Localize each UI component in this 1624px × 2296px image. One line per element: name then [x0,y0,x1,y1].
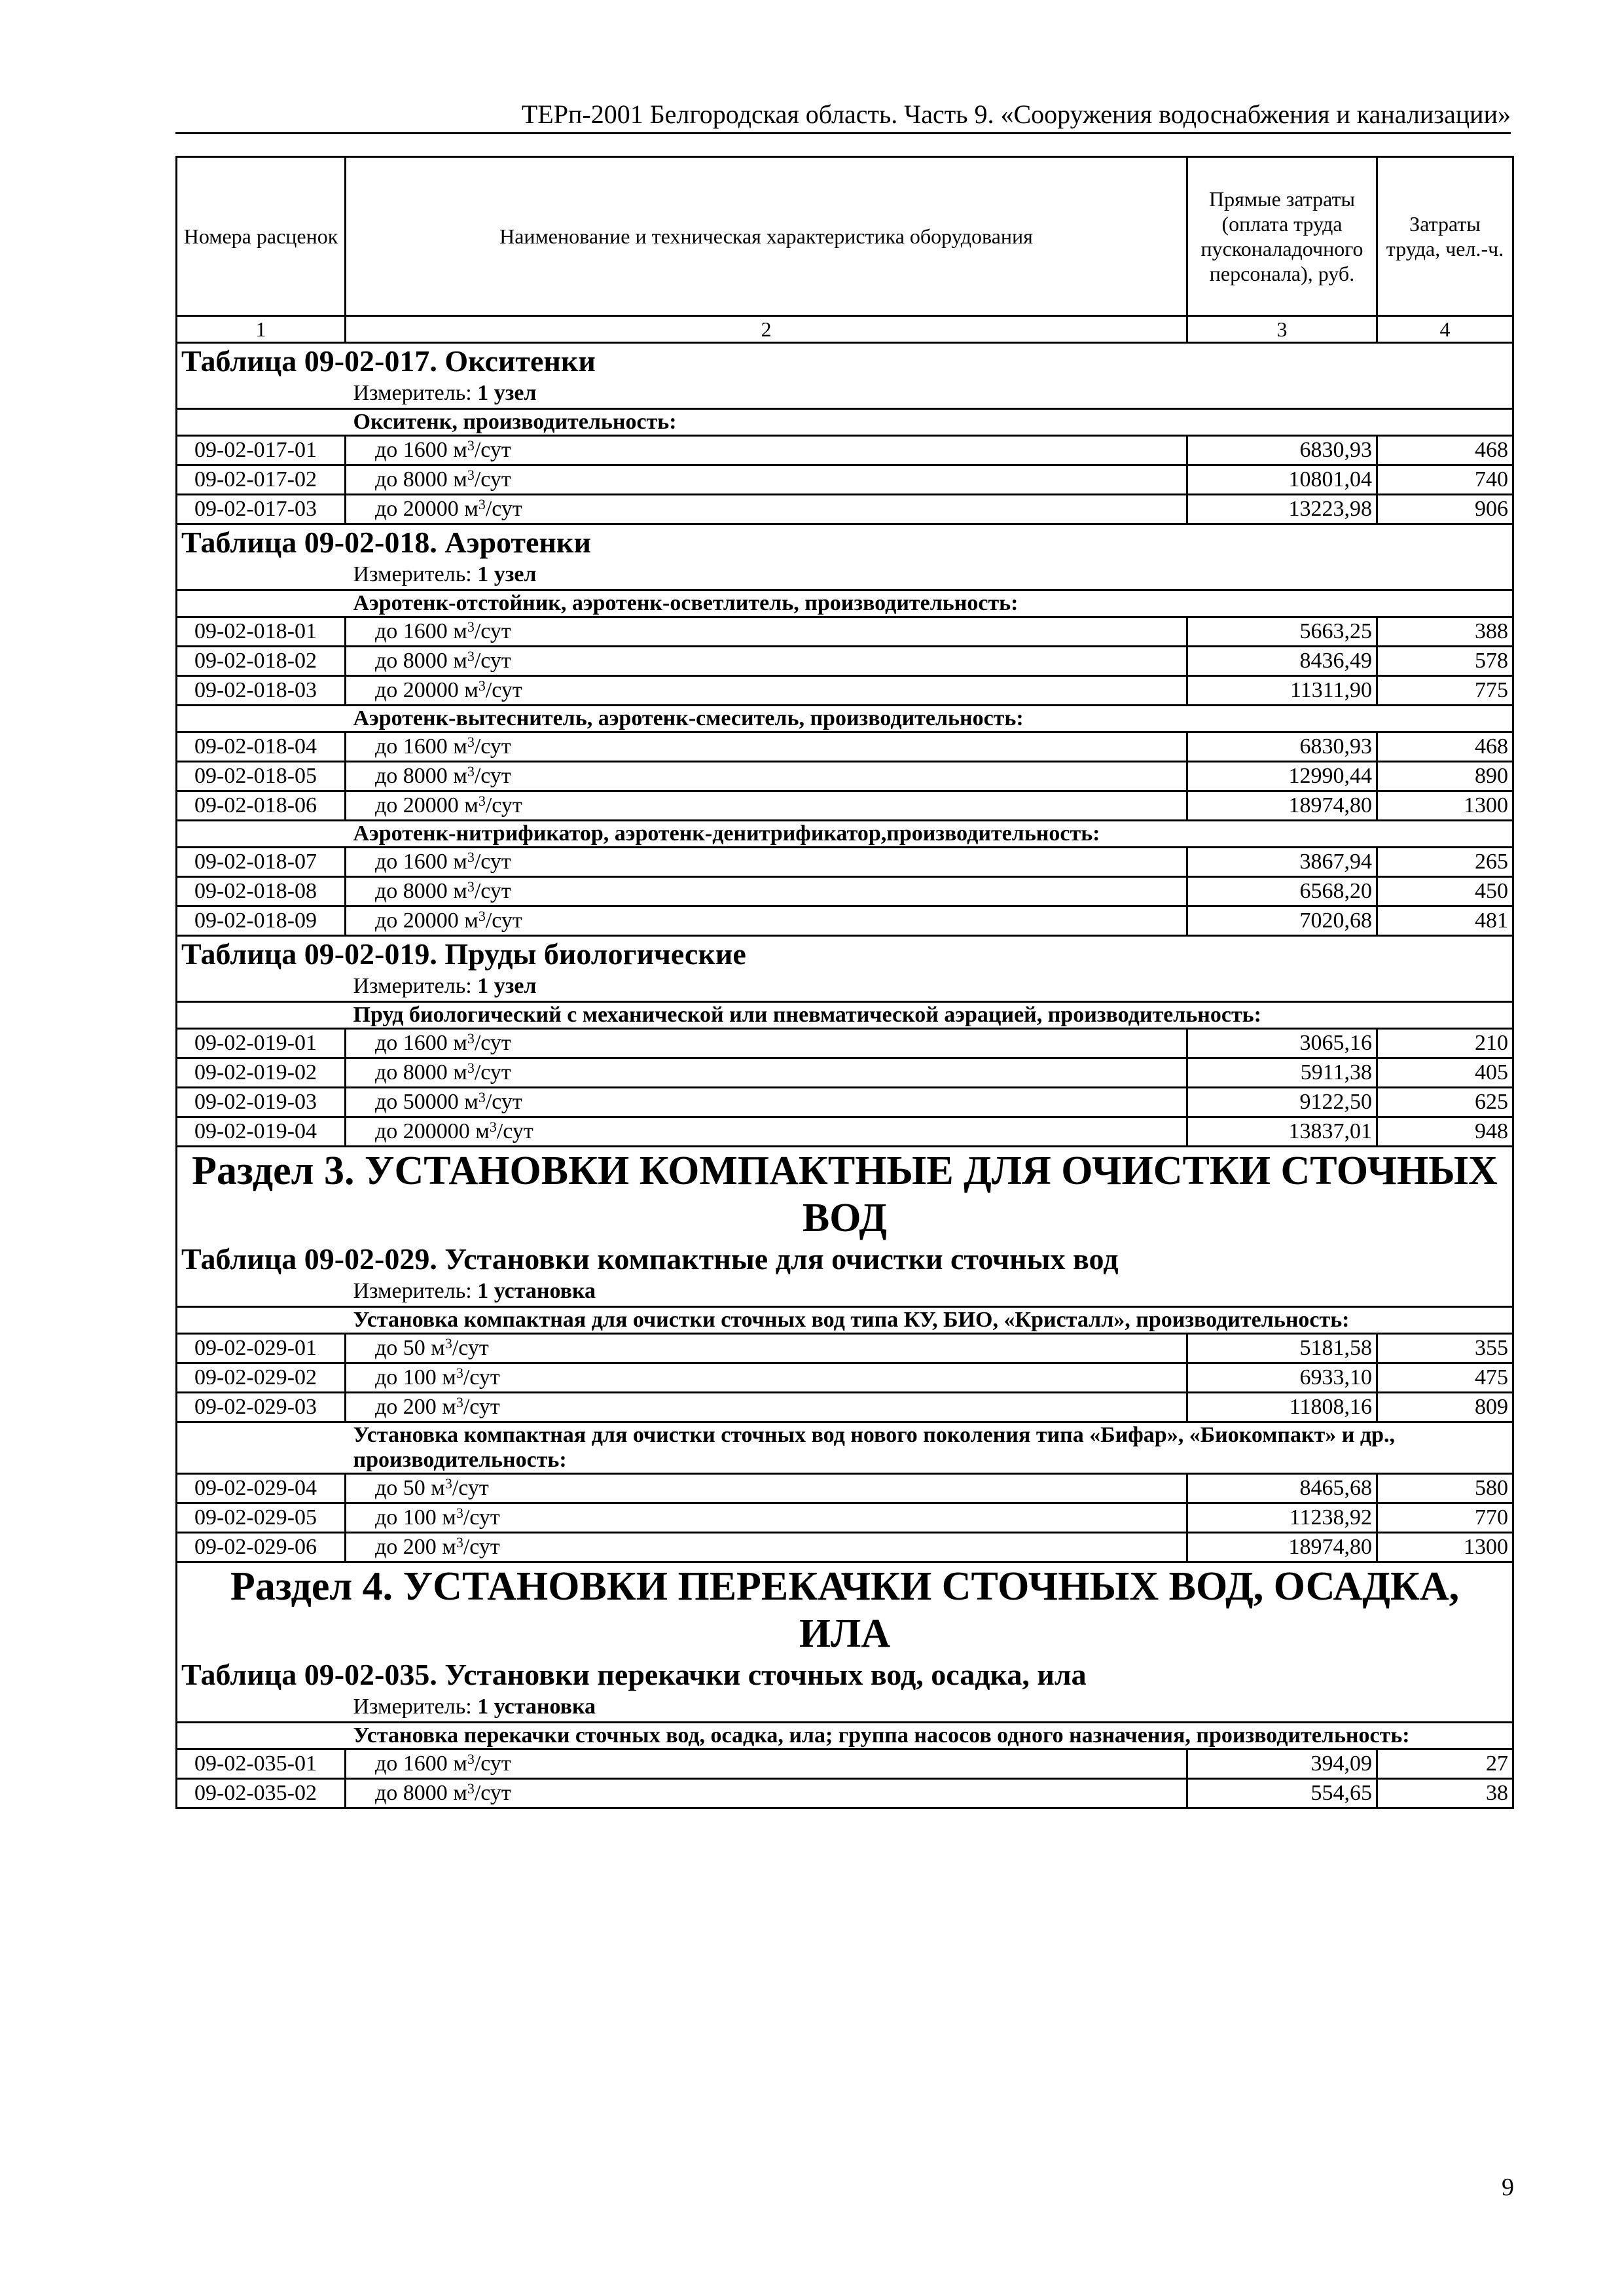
table-title: Таблица 09-02-029. Установки компактные для очистки сточных вод [177,1242,1513,1277]
rate-name: до 200 $м^3$/сут [346,1533,1187,1562]
rate-cost: 7020,68 [1187,906,1377,936]
rate-code: 09-02-018-06 [177,791,346,821]
meter-row [177,379,1513,409]
rate-labor: 481 [1377,906,1513,936]
header-row [177,157,1513,316]
table-row [177,495,1513,524]
rate-code: 09-02-018-04 [177,732,346,762]
rate-name: до 50000 $м^3$/сут [346,1088,1187,1117]
group-heading: Установка компактная для очистки сточных вод типа КУ, БИО, «Кристалл», производительность: [346,1307,1513,1334]
rate-name: до 1600 $м^3$/сут [346,1749,1187,1779]
table-row [177,465,1513,495]
rate-name: до 8000 $м^3$/сут [346,1058,1187,1088]
rate-name: до 1600 $м^3$/сут [346,848,1187,877]
rate-cost: 18974,80 [1187,791,1377,821]
rate-code: 09-02-019-04 [177,1117,346,1147]
rate-labor: 388 [1377,617,1513,647]
section-heading: Раздел 3. УСТАНОВКИ КОМПАКТНЫЕ ДЛЯ ОЧИСТКИ СТОЧНЫХ ВОД [177,1147,1513,1242]
rate-labor: 265 [1377,848,1513,877]
table-title: Таблица 09-02-017. Окситенки [177,343,1513,380]
rate-code: 09-02-019-01 [177,1029,346,1058]
table-row [177,676,1513,706]
section-heading-row [177,1147,1513,1242]
header-col-cost: Прямые затраты (оплата труда пусконаладочного персонала), руб. [1187,157,1377,316]
table-row [177,877,1513,906]
table-title: Таблица 09-02-018. Аэротенки [177,524,1513,561]
rate-cost: 6830,93 [1187,436,1377,465]
rate-cost: 18974,80 [1187,1533,1377,1562]
rate-labor: 355 [1377,1334,1513,1363]
group-row [177,1422,1513,1474]
rate-cost: 11808,16 [1187,1393,1377,1422]
rate-labor: 468 [1377,436,1513,465]
rate-cost: 3867,94 [1187,848,1377,877]
rate-cost: 6568,20 [1187,877,1377,906]
meter-row [177,1277,1513,1307]
rate-cost: 11238,92 [1187,1503,1377,1533]
table-title-row [177,1657,1513,1693]
table-title: Таблица 09-02-035. Установки перекачки сточных вод, осадка, ила [177,1657,1513,1693]
group-heading: Установка перекачки сточных вод, осадка, ила; группа насосов одного назначения, производительность: [346,1723,1513,1749]
rate-code: 09-02-018-05 [177,762,346,791]
rate-name: до 1600 $м^3$/сут [346,1029,1187,1058]
group-row [177,1002,1513,1029]
rate-cost: 8465,68 [1187,1474,1377,1503]
rate-name: до 50 $м^3$/сут [346,1474,1187,1503]
table-row [177,791,1513,821]
rate-cost: 394,09 [1187,1749,1377,1779]
header-col-name: Наименование и техническая характеристика оборудования [346,157,1187,316]
rate-name: до 8000 $м^3$/сут [346,1779,1187,1808]
group-heading: Аэротенк-отстойник, аэротенк-осветлитель, производительность: [346,590,1513,617]
table-row [177,1779,1513,1808]
meter: Измеритель: 1 узел [346,560,1513,590]
table-title-row [177,936,1513,973]
rate-cost: 6933,10 [1187,1363,1377,1393]
rate-cost: 554,65 [1187,1779,1377,1808]
table-title-row [177,343,1513,380]
table-title-row [177,1242,1513,1277]
rate-code: 09-02-029-06 [177,1533,346,1562]
rates-table [175,156,1514,1809]
meter-row [177,560,1513,590]
section-heading: Раздел 4. УСТАНОВКИ ПЕРЕКАЧКИ СТОЧНЫХ ВОД, ОСАДКА, ИЛА [177,1562,1513,1658]
table-row [177,617,1513,647]
rate-code: 09-02-029-03 [177,1393,346,1422]
group-row [177,821,1513,848]
table-title-row [177,524,1513,561]
rate-cost: 5181,58 [1187,1334,1377,1363]
rate-cost: 5663,25 [1187,617,1377,647]
rate-labor: 1300 [1377,791,1513,821]
header-num: 1 [177,316,346,343]
group-row [177,590,1513,617]
group-row [177,1307,1513,1334]
rate-labor: 770 [1377,1503,1513,1533]
rate-code: 09-02-019-03 [177,1088,346,1117]
table-row [177,762,1513,791]
rate-labor: 450 [1377,877,1513,906]
rate-code: 09-02-019-02 [177,1058,346,1088]
table-row [177,436,1513,465]
rate-name: до 8000 $м^3$/сут [346,647,1187,676]
rate-name: до 8000 $м^3$/сут [346,762,1187,791]
rate-labor: 405 [1377,1058,1513,1088]
table-row [177,1117,1513,1147]
header-col-labor: Затраты труда, чел.-ч. [1377,157,1513,316]
table-row [177,1749,1513,1779]
header-number-row [177,316,1513,343]
table-row [177,1503,1513,1533]
table-row [177,1393,1513,1422]
rate-code: 09-02-017-02 [177,465,346,495]
rate-cost: 9122,50 [1187,1088,1377,1117]
rate-code: 09-02-018-09 [177,906,346,936]
table-row [177,906,1513,936]
rate-labor: 809 [1377,1393,1513,1422]
rate-name: до 8000 $м^3$/сут [346,465,1187,495]
table-row [177,1058,1513,1088]
rate-name: до 100 $м^3$/сут [346,1503,1187,1533]
meter: Измеритель: 1 установка [346,1277,1513,1307]
rate-name: до 100 $м^3$/сут [346,1363,1187,1393]
rate-code: 09-02-029-04 [177,1474,346,1503]
section-heading-row [177,1562,1513,1658]
meter: Измеритель: 1 узел [346,972,1513,1002]
table-row [177,1029,1513,1058]
page-number: 9 [1502,2174,1514,2201]
rate-code: 09-02-018-08 [177,877,346,906]
group-row [177,706,1513,732]
rate-code: 09-02-029-02 [177,1363,346,1393]
rate-labor: 468 [1377,732,1513,762]
table-row [177,1533,1513,1562]
group-row [177,1723,1513,1749]
rate-cost: 13223,98 [1187,495,1377,524]
table-title: Таблица 09-02-019. Пруды биологические [177,936,1513,973]
header-num: 4 [1377,316,1513,343]
meter-row [177,972,1513,1002]
rate-cost: 11311,90 [1187,676,1377,706]
rate-labor: 890 [1377,762,1513,791]
group-heading: Аэротенк-нитрификатор, аэротенк-денитрификатор,производительность: [346,821,1513,848]
running-head: ТЕРп-2001 Белгородская область. Часть 9. «Сооружения водоснабжения и канализации» [175,98,1511,134]
table-row [177,732,1513,762]
rate-code: 09-02-018-02 [177,647,346,676]
rate-name: до 1600 $м^3$/сут [346,617,1187,647]
rate-labor: 1300 [1377,1533,1513,1562]
rate-name: до 8000 $м^3$/сут [346,877,1187,906]
rate-name: до 200000 $м^3$/сут [346,1117,1187,1147]
rate-code: 09-02-029-01 [177,1334,346,1363]
rate-labor: 775 [1377,676,1513,706]
rate-name: до 1600 $м^3$/сут [346,436,1187,465]
rate-cost: 5911,38 [1187,1058,1377,1088]
rate-cost: 6830,93 [1187,732,1377,762]
group-heading: Установка компактная для очистки сточных вод нового поколения типа «Бифар», «Биокомпакт» и др., производительность: [346,1422,1513,1474]
rate-labor: 210 [1377,1029,1513,1058]
rate-cost: 13837,01 [1187,1117,1377,1147]
table-row [177,1474,1513,1503]
group-row [177,409,1513,436]
rate-labor: 948 [1377,1117,1513,1147]
rate-labor: 740 [1377,465,1513,495]
rate-cost: 8436,49 [1187,647,1377,676]
rate-labor: 580 [1377,1474,1513,1503]
group-heading: Аэротенк-вытеснитель, аэротенк-смеситель, производительность: [346,706,1513,732]
rate-labor: 27 [1377,1749,1513,1779]
table-row [177,1334,1513,1363]
rate-cost: 10801,04 [1187,465,1377,495]
table-row [177,647,1513,676]
rate-code: 09-02-035-01 [177,1749,346,1779]
meter: Измеритель: 1 узел [346,379,1513,409]
header-num: 2 [346,316,1187,343]
rate-code: 09-02-018-03 [177,676,346,706]
header-num: 3 [1187,316,1377,343]
rate-labor: 578 [1377,647,1513,676]
rate-code: 09-02-018-07 [177,848,346,877]
meter: Измеритель: 1 установка [346,1693,1513,1723]
rate-name: до 50 $м^3$/сут [346,1334,1187,1363]
rate-name: до 20000 $м^3$/сут [346,906,1187,936]
rate-cost: 3065,16 [1187,1029,1377,1058]
rate-name: до 20000 $м^3$/сут [346,676,1187,706]
table-row [177,1088,1513,1117]
rate-labor: 906 [1377,495,1513,524]
group-heading: Окситенк, производительность: [346,409,1513,436]
rate-code: 09-02-029-05 [177,1503,346,1533]
header-col-codes: Номера расценок [177,157,346,316]
rate-code: 09-02-018-01 [177,617,346,647]
rate-code: 09-02-035-02 [177,1779,346,1808]
rate-name: до 200 $м^3$/сут [346,1393,1187,1422]
rate-name: до 20000 $м^3$/сут [346,495,1187,524]
table-row [177,848,1513,877]
rate-cost: 12990,44 [1187,762,1377,791]
rate-code: 09-02-017-03 [177,495,346,524]
rate-labor: 475 [1377,1363,1513,1393]
table-row [177,1363,1513,1393]
group-heading: Пруд биологический с механической или пневматической аэрацией, производительность: [346,1002,1513,1029]
rate-labor: 625 [1377,1088,1513,1117]
meter-row [177,1693,1513,1723]
rate-name: до 20000 $м^3$/сут [346,791,1187,821]
rate-name: до 1600 $м^3$/сут [346,732,1187,762]
rate-code: 09-02-017-01 [177,436,346,465]
rate-labor: 38 [1377,1779,1513,1808]
